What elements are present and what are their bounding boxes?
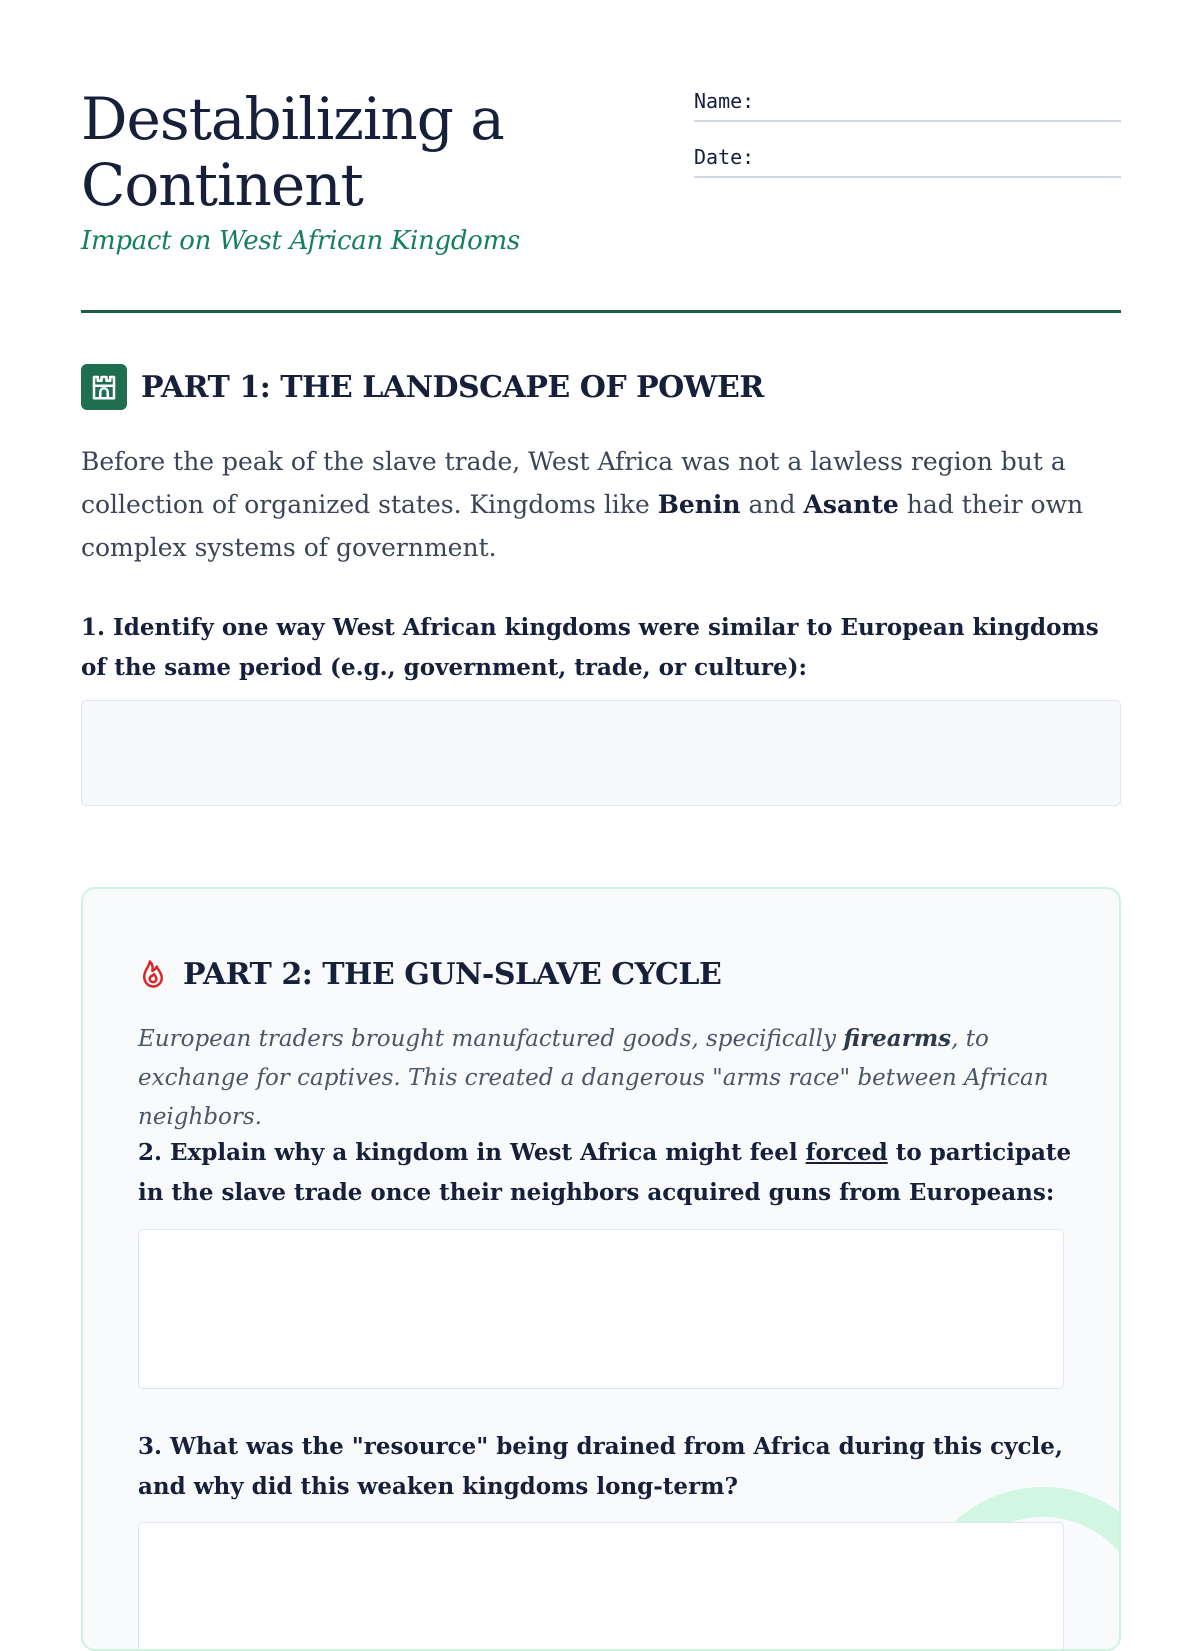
firearms-term: firearms xyxy=(843,1025,952,1052)
forced-term: forced xyxy=(805,1139,888,1166)
worksheet-page xyxy=(81,0,1121,1600)
question-2: 2. Explain why a kingdom in West Africa might feel forced to participate in the slave trade once their neighbors acquired guns from Europeans: xyxy=(138,1139,1072,1206)
benin-term: Benin xyxy=(657,490,741,519)
part-2-note: European traders brought manufactured goods, specifically firearms, to exchange for captives. This created a dangerous "arms race" between African neighbors. xyxy=(138,1025,1049,1130)
answer-box-3[interactable] xyxy=(138,1522,1064,1651)
date-label: Date: xyxy=(694,145,755,169)
part-1-title: PART 1: THE LANDSCAPE OF POWER xyxy=(141,369,764,405)
name-field[interactable] xyxy=(694,80,1121,122)
part-1-heading xyxy=(81,364,1121,410)
name-label: Name: xyxy=(694,89,755,113)
answer-box-1[interactable] xyxy=(81,700,1121,806)
page-title: Destabilizing a Continent xyxy=(81,85,504,219)
part-2-card xyxy=(81,887,1121,1651)
castle-icon xyxy=(81,364,127,410)
asante-term: Asante xyxy=(803,490,899,519)
answer-box-2[interactable] xyxy=(138,1229,1064,1389)
question-3: 3. What was the "resource" being drained from Africa during this cycle, and why did this weaken kingdoms long-term? xyxy=(138,1433,1063,1500)
part-2-title: PART 2: THE GUN-SLAVE CYCLE xyxy=(183,956,722,992)
part-1-section xyxy=(81,364,1121,681)
flame-icon xyxy=(138,954,168,994)
part-2-heading xyxy=(138,951,721,997)
date-field[interactable] xyxy=(694,136,1121,178)
question-1: 1. Identify one way West African kingdoms were similar to European kingdoms of the same period (e.g., government, trade, or culture): xyxy=(81,614,1099,681)
worksheet-header xyxy=(81,80,1121,313)
student-info xyxy=(694,80,1121,192)
part-1-intro: Before the peak of the slave trade, West Africa was not a lawless region but a collection of organized states. Kingdoms like Benin and Asante had their own complex systems of government. xyxy=(81,447,1084,562)
page-subtitle: Impact on West African Kingdoms xyxy=(81,226,520,256)
